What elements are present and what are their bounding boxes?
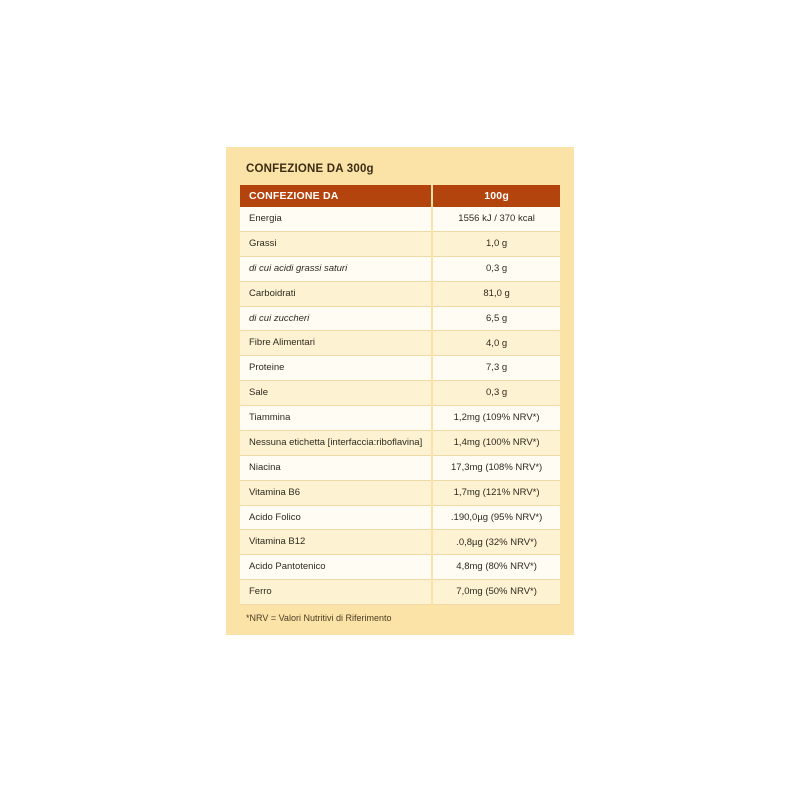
table-header bbox=[240, 185, 560, 207]
table-row bbox=[240, 430, 560, 455]
row-label: Acido Folico bbox=[240, 505, 432, 530]
table-row bbox=[240, 455, 560, 480]
table-row bbox=[240, 281, 560, 306]
footnote: *NRV = Valori Nutritivi di Riferimento bbox=[246, 613, 392, 623]
table-row bbox=[240, 530, 560, 555]
row-value: 0,3 g bbox=[432, 256, 560, 281]
nutrition-panel bbox=[226, 147, 574, 635]
row-value: 7,3 g bbox=[432, 356, 560, 381]
table-row bbox=[240, 356, 560, 381]
table-row bbox=[240, 207, 560, 231]
table-row bbox=[240, 480, 560, 505]
row-value: 1556 kJ / 370 kcal bbox=[432, 207, 560, 231]
table-row bbox=[240, 580, 560, 605]
row-label: Energia bbox=[240, 207, 432, 231]
row-label: Vitamina B6 bbox=[240, 480, 432, 505]
row-label: Proteine bbox=[240, 356, 432, 381]
row-label: Niacina bbox=[240, 455, 432, 480]
table-row bbox=[240, 256, 560, 281]
row-label: Ferro bbox=[240, 580, 432, 605]
page-title: CONFEZIONE DA 300g bbox=[246, 163, 374, 175]
column-header-value: 100g bbox=[432, 185, 560, 207]
row-value: 6,5 g bbox=[432, 306, 560, 331]
row-label: Nessuna etichetta [interfaccia:riboflavina] bbox=[240, 430, 432, 455]
row-label: Sale bbox=[240, 381, 432, 406]
row-value: 1,7mg (121% NRV*) bbox=[432, 480, 560, 505]
table-row bbox=[240, 505, 560, 530]
row-label: Acido Pantotenico bbox=[240, 555, 432, 580]
row-value: .0,8µg (32% NRV*) bbox=[432, 530, 560, 555]
row-value: 4,0 g bbox=[432, 331, 560, 356]
row-value: 0,3 g bbox=[432, 381, 560, 406]
row-value: 4,8mg (80% NRV*) bbox=[432, 555, 560, 580]
row-label: Fibre Alimentari bbox=[240, 331, 432, 356]
row-label: di cui zuccheri bbox=[240, 306, 432, 331]
row-value: 81,0 g bbox=[432, 281, 560, 306]
table-row bbox=[240, 331, 560, 356]
table-body bbox=[240, 207, 560, 605]
row-value: 1,2mg (109% NRV*) bbox=[432, 406, 560, 431]
row-value: .190,0µg (95% NRV*) bbox=[432, 505, 560, 530]
table-row bbox=[240, 231, 560, 256]
row-label: Vitamina B12 bbox=[240, 530, 432, 555]
table-header-row bbox=[240, 185, 560, 207]
nutrition-table bbox=[240, 185, 560, 605]
row-value: 1,4mg (100% NRV*) bbox=[432, 430, 560, 455]
row-value: 1,0 g bbox=[432, 231, 560, 256]
column-header-label: CONFEZIONE DA bbox=[240, 185, 432, 207]
table-row bbox=[240, 381, 560, 406]
table-row bbox=[240, 406, 560, 431]
table-row bbox=[240, 306, 560, 331]
row-label: di cui acidi grassi saturi bbox=[240, 256, 432, 281]
row-label: Tiammina bbox=[240, 406, 432, 431]
row-value: 17,3mg (108% NRV*) bbox=[432, 455, 560, 480]
row-value: 7,0mg (50% NRV*) bbox=[432, 580, 560, 605]
row-label: Carboidrati bbox=[240, 281, 432, 306]
table-row bbox=[240, 555, 560, 580]
row-label: Grassi bbox=[240, 231, 432, 256]
